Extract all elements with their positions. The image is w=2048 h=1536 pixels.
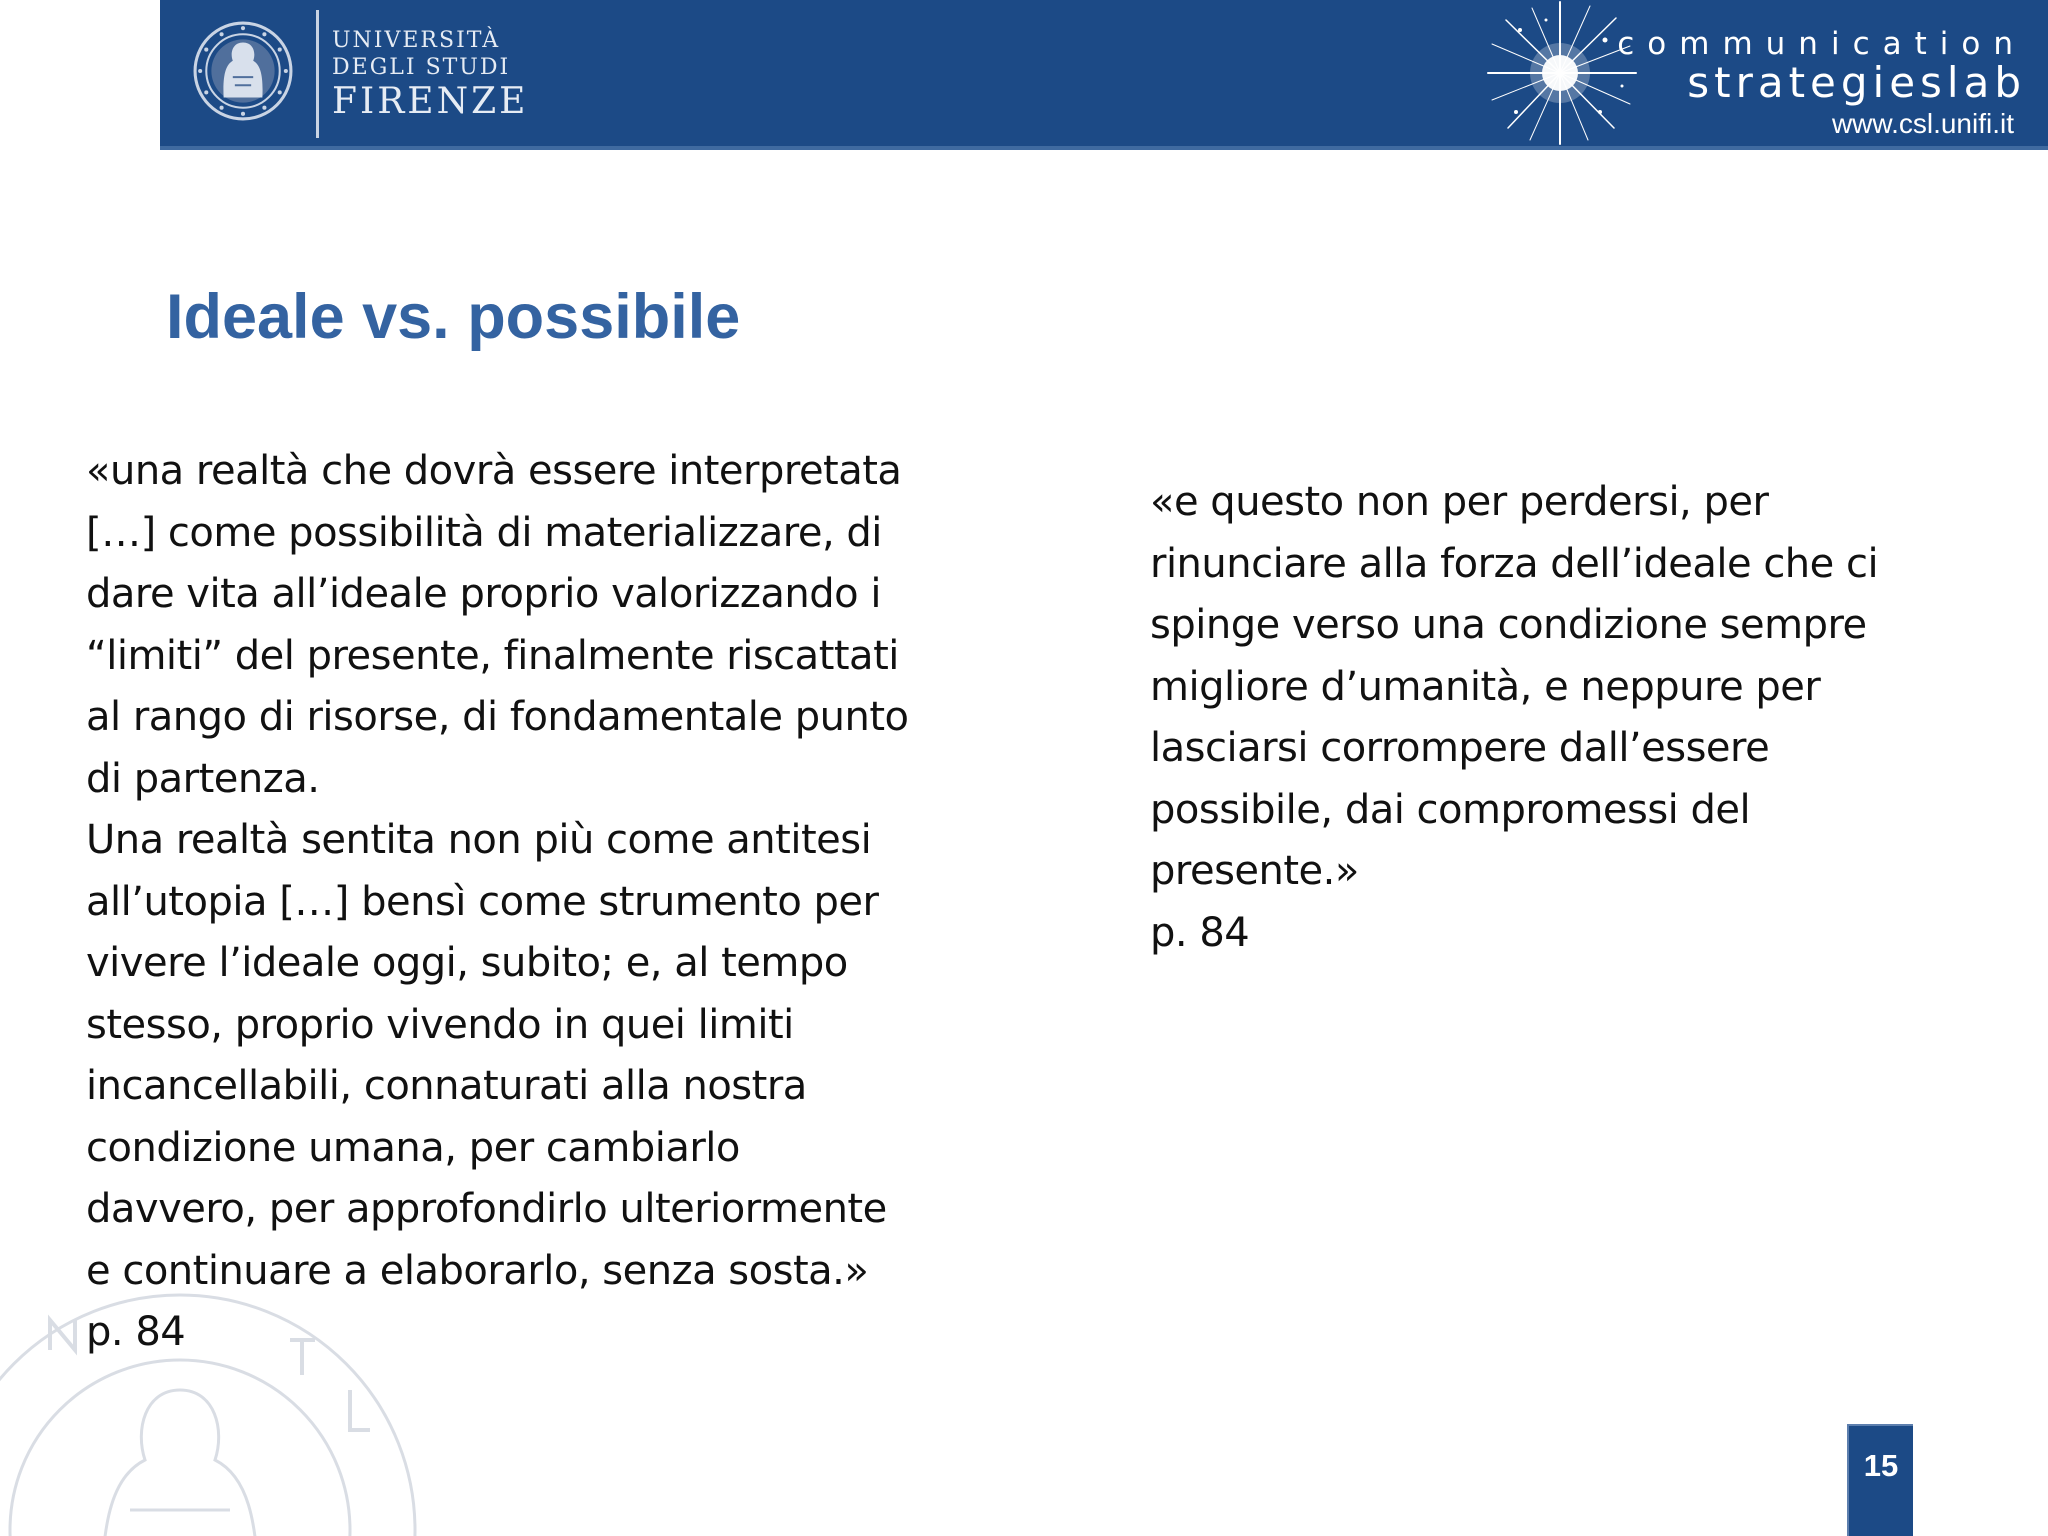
left-quote-line: stesso, proprio vivendo in quei limiti: [86, 1001, 794, 1048]
slide-title: Ideale vs. possibile: [166, 282, 741, 352]
right-quote-line: rinunciare alla forza dell’ideale che ci: [1150, 540, 1879, 587]
right-quote-line: «e questo non per perdersi, per: [1150, 479, 1769, 525]
left-quote-line: di partenza.: [86, 755, 320, 802]
left-quote-line: all’utopia […] bensì come strumento per: [86, 878, 879, 925]
left-quote-line: vivere l’ideale oggi, subito; e, al tempo: [86, 940, 848, 986]
logo-divider: [316, 10, 319, 138]
left-quote-line: condizione umana, per cambiarlo: [86, 1124, 740, 1171]
left-quote-line: “limiti” del presente, finalmente riscattati: [86, 632, 899, 679]
right-quote-line: lasciarsi corrompere dall’essere: [1150, 725, 1770, 771]
left-quote-page-ref: p. 84: [86, 1309, 186, 1355]
university-name: [332, 30, 528, 120]
starburst-icon: [1480, 0, 1640, 146]
left-quote-line: davvero, per approfondirlo ulteriormente: [86, 1186, 887, 1232]
lab-name-line-1: communication: [1617, 26, 2026, 62]
university-line-2: DEGLI STUDI: [332, 55, 511, 80]
left-quote-line: Una realtà sentita non più come antitesi: [86, 817, 872, 863]
right-quote-line: presente.»: [1150, 848, 1359, 894]
right-quote-line: possibile, dai compromessi del: [1150, 786, 1751, 833]
lab-url-link[interactable]: www.csl.unifi.it: [1831, 108, 2014, 139]
university-seal-icon: [192, 18, 294, 124]
lab-name-line-2: strategieslab: [1687, 58, 2026, 107]
left-quote-line: «una realtà che dovrà essere interpretata: [86, 448, 902, 494]
right-quote: [1150, 472, 1878, 964]
slide-number-badge: 15: [1847, 1424, 1913, 1536]
left-quote-line: […] come possibilità di materializzare, di: [86, 509, 882, 556]
left-quote-line: e continuare a elaborarlo, senza sosta.»: [86, 1247, 869, 1294]
left-quote-line: dare vita all’ideale proprio valorizzando i: [86, 571, 881, 617]
right-quote-page-ref: p. 84: [1150, 909, 1250, 956]
header-banner: [160, 0, 2048, 150]
right-quote-line: spinge verso una condizione sempre: [1150, 602, 1867, 648]
university-line-1: UNIVERSITÀ: [332, 28, 501, 53]
left-quote-line: al rango di risorse, di fondamentale punto: [86, 694, 909, 740]
left-quote: [86, 441, 908, 1364]
university-line-3: FIRENZE: [332, 81, 529, 122]
left-quote-line: incancellabili, connaturati alla nostra: [86, 1063, 807, 1109]
right-quote-line: migliore d’umanità, e neppure per: [1150, 663, 1821, 710]
